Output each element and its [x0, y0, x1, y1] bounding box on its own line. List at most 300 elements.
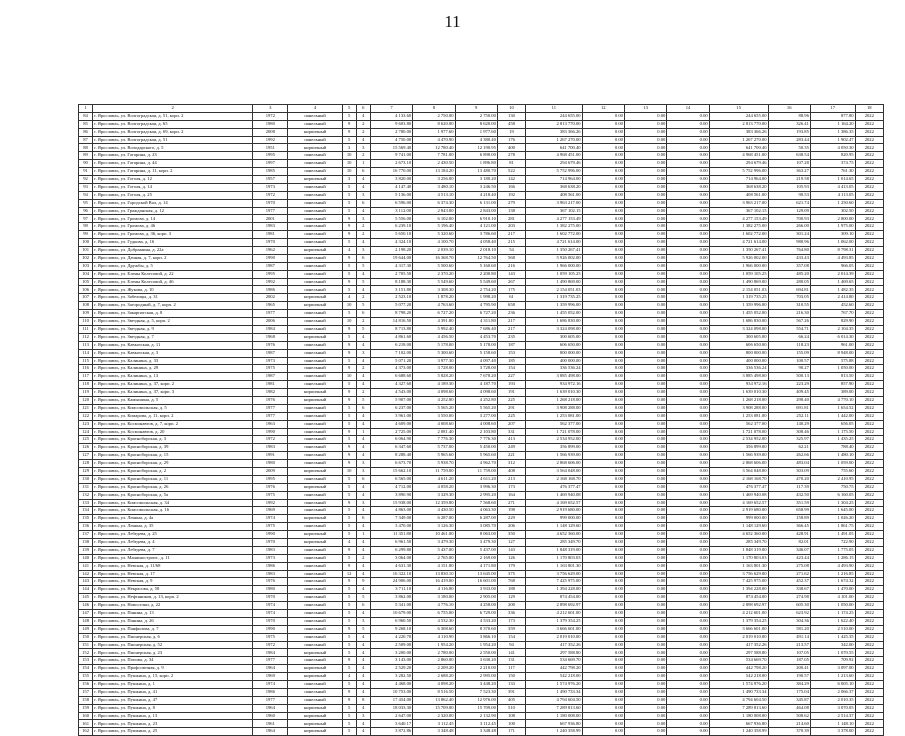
- table-cell: 4 258.00: [455, 602, 497, 610]
- table-cell: 0.00: [624, 436, 666, 444]
- table-cell: 4 430.50: [413, 507, 455, 515]
- table-cell: 11 351.80: [370, 531, 412, 539]
- table-cell: 140.29: [768, 420, 810, 428]
- table-cell: 1 954.20: [413, 641, 455, 649]
- table-cell: 2022: [855, 688, 883, 696]
- table-cell: 1995: [253, 475, 288, 483]
- table-cell: 4 187.70: [455, 381, 497, 389]
- table-cell: 3: [356, 499, 370, 507]
- table-cell: 0.00: [624, 286, 666, 294]
- table-cell: 1984: [253, 325, 288, 333]
- table-row: [79, 728, 884, 736]
- table-cell: 190.57: [768, 673, 810, 681]
- table-cell: 1 059.00: [810, 460, 855, 468]
- table-cell: 4 050.30: [810, 144, 855, 152]
- table-cell: 2 198.20: [370, 247, 412, 255]
- table-cell: 0.00: [667, 310, 709, 318]
- table-cell: 4: [356, 412, 370, 420]
- table-row: [79, 483, 884, 491]
- table-cell: г. Ярославль, ул. Ленина, д. 4а: [93, 515, 253, 523]
- table-row: [79, 168, 884, 176]
- table-cell: 158.89: [768, 515, 810, 523]
- table-cell: 0.00: [624, 357, 666, 365]
- table-cell: 2022: [855, 191, 883, 199]
- table-cell: 1990: [253, 428, 288, 436]
- table-cell: 4 413.05: [810, 183, 855, 191]
- table-cell: 9: [342, 578, 356, 586]
- table-cell: 0.00: [582, 191, 624, 199]
- table-cell: панельный: [288, 341, 342, 349]
- table-cell: 0.00: [582, 333, 624, 341]
- table-cell: 5: [342, 112, 356, 120]
- table-cell: 0.00: [624, 617, 666, 625]
- table-cell: 219.58: [768, 176, 810, 184]
- table-cell: 0.00: [667, 712, 709, 720]
- table-cell: 1972: [253, 112, 288, 120]
- table-cell: 0.00: [582, 515, 624, 523]
- table-cell: 3 728.00: [455, 365, 497, 373]
- table-cell: 568: [497, 254, 525, 262]
- table-cell: 8 620.00: [455, 120, 497, 128]
- table-cell: 0.00: [624, 381, 666, 389]
- table-cell: 4 493.85: [810, 254, 855, 262]
- table-cell: 0.00: [624, 483, 666, 491]
- table-cell: 375: [497, 570, 525, 578]
- table-cell: 0.00: [624, 460, 666, 468]
- table-cell: 458: [497, 120, 525, 128]
- table-cell: 4: [356, 112, 370, 120]
- table-cell: 244 655.00: [526, 112, 582, 120]
- table-cell: 2 154 051.03: [526, 286, 582, 294]
- table-cell: 820.95: [810, 152, 855, 160]
- table-cell: 0.00: [582, 199, 624, 207]
- table-cell: 2 169.00: [455, 554, 497, 562]
- table-cell: 1: [356, 160, 370, 168]
- table-cell: панельный: [288, 136, 342, 144]
- table-cell: 0.00: [624, 278, 666, 286]
- table-cell: 476 377.47: [709, 483, 768, 491]
- table-cell: 119: [79, 389, 93, 397]
- table-cell: 2 510.00: [810, 625, 855, 633]
- table-cell: 1 861.75: [810, 523, 855, 531]
- table-cell: 2022: [855, 657, 883, 665]
- table-cell: 1 896.80: [455, 160, 497, 168]
- table-cell: 0.00: [582, 412, 624, 420]
- table-cell: 0.00: [582, 712, 624, 720]
- table-cell: 2: [356, 128, 370, 136]
- table-cell: 5 828.20: [413, 373, 455, 381]
- table-cell: 1963: [253, 420, 288, 428]
- table-cell: кирпичный: [288, 673, 342, 681]
- table-cell: 0.00: [582, 602, 624, 610]
- table-cell: 249: [497, 444, 525, 452]
- table-row: [79, 531, 884, 539]
- table-cell: 1 250.60: [810, 199, 855, 207]
- table-cell: 4: [356, 720, 370, 728]
- table-cell: 1 686 830.00: [526, 318, 582, 326]
- table-cell: 331: [497, 428, 525, 436]
- table-cell: 2022: [855, 176, 883, 184]
- table-cell: 1973: [253, 357, 288, 365]
- table-cell: 0.00: [582, 649, 624, 657]
- table-cell: 1969: [253, 673, 288, 681]
- table-cell: 4: [356, 570, 370, 578]
- table-cell: 9: [342, 546, 356, 554]
- table-cell: 4 770.10: [810, 396, 855, 404]
- table-cell: 12 190.95: [455, 144, 497, 152]
- table-cell: 5 160.60: [455, 262, 497, 270]
- table-cell: 442 798.20: [709, 665, 768, 673]
- table-cell: 4 116.80: [413, 586, 455, 594]
- table-cell: панельный: [288, 310, 342, 318]
- table-cell: 1992: [253, 499, 288, 507]
- table-cell: кирпичный: [288, 144, 342, 152]
- table-cell: 2 066.37: [810, 688, 855, 696]
- table-cell: г. Ярославль, ул. Пушкина, д. 47: [93, 696, 253, 704]
- table-cell: 6 565.00: [370, 475, 412, 483]
- table-cell: 1986: [253, 562, 288, 570]
- table-cell: г. Ярославль, ул. Пушкина, д. 1: [93, 681, 253, 689]
- table-cell: 3 550.00: [413, 412, 455, 420]
- table-cell: 123: [79, 420, 93, 428]
- table-cell: 11 759.00: [455, 467, 497, 475]
- table-cell: 16 419.00: [413, 578, 455, 586]
- table-cell: 1 174.25: [810, 610, 855, 618]
- table-cell: 8 288.40: [370, 452, 412, 460]
- table-cell: 0.00: [582, 404, 624, 412]
- table-cell: 2: [356, 554, 370, 562]
- table-cell: 0.00: [624, 657, 666, 665]
- table-cell: 15 709.00: [413, 704, 455, 712]
- table-row: [79, 704, 884, 712]
- table-cell: 1 350 267.41: [709, 247, 768, 255]
- table-cell: панельный: [288, 120, 342, 128]
- table-cell: 0.00: [624, 491, 666, 499]
- table-row: [79, 546, 884, 554]
- table-cell: 6 729.00: [455, 610, 497, 618]
- table-cell: 1 163 801.30: [709, 562, 768, 570]
- table-cell: 0.00: [582, 673, 624, 681]
- table-cell: 223.29: [768, 381, 810, 389]
- table-cell: 2 081.40: [413, 428, 455, 436]
- table-cell: 1976: [253, 396, 288, 404]
- table-cell: 0.00: [667, 341, 709, 349]
- table-cell: 3: [356, 460, 370, 468]
- table-cell: 2022: [855, 728, 883, 736]
- table-cell: 4 750.00: [370, 136, 412, 144]
- table-header-row: [79, 105, 884, 113]
- table-cell: 5: [342, 523, 356, 531]
- table-cell: 0.00: [624, 728, 666, 736]
- table-cell: 3: [356, 247, 370, 255]
- table-cell: 216.30: [768, 310, 810, 318]
- table-cell: 0.00: [582, 641, 624, 649]
- table-cell: 0.00: [624, 310, 666, 318]
- table-cell: 94: [79, 191, 93, 199]
- table-cell: 4: [356, 688, 370, 696]
- table-cell: 2022: [855, 523, 883, 531]
- table-cell: 0.00: [582, 215, 624, 223]
- table-cell: 118.23: [768, 341, 810, 349]
- table-cell: 409.45: [768, 389, 810, 397]
- table-cell: г. Ярославль, ул. Пионерская, д. 23: [93, 649, 253, 657]
- table-cell: 154: [497, 633, 525, 641]
- table-cell: 0.00: [667, 286, 709, 294]
- table-cell: 0.00: [624, 531, 666, 539]
- table-cell: 2 688.20: [413, 673, 455, 681]
- table-cell: 2 534 952.00: [526, 436, 582, 444]
- table-cell: 3 246.50: [455, 183, 497, 191]
- table-cell: 185: [497, 357, 525, 365]
- table-cell: г. Ярославль, ул. Волгоградская, д. 65: [93, 120, 253, 128]
- table-cell: 13 184.20: [413, 168, 455, 176]
- table-cell: 2022: [855, 160, 883, 168]
- table-cell: 336: [497, 610, 525, 618]
- table-cell: 3 728.00: [413, 365, 455, 373]
- table-cell: 5: [342, 586, 356, 594]
- table-cell: 1 721 078.00: [709, 428, 768, 436]
- table-cell: 0.00: [582, 183, 624, 191]
- table-row: [79, 515, 884, 523]
- table-cell: 4 212 601.00: [709, 610, 768, 618]
- table-cell: 1975: [253, 633, 288, 641]
- table-cell: 2 509.00: [370, 641, 412, 649]
- table-cell: 145: [79, 594, 93, 602]
- table-cell: 700.93: [768, 215, 810, 223]
- table-cell: 8 063.00: [455, 531, 497, 539]
- table-cell: 0.00: [624, 199, 666, 207]
- table-cell: 0.00: [624, 554, 666, 562]
- table-cell: 800 000.00: [709, 349, 768, 357]
- table-cell: 0.00: [667, 128, 709, 136]
- table-cell: 0.00: [582, 688, 624, 696]
- table-cell: 4 532.30: [413, 617, 455, 625]
- table-cell: 0.00: [582, 254, 624, 262]
- table-cell: 267: [497, 278, 525, 286]
- table-cell: г. Ярославль, ул. Космонавтов, д. 7, корп. 2: [93, 420, 253, 428]
- table-cell: 1 566 939.00: [709, 452, 768, 460]
- table-cell: 93: [79, 183, 93, 191]
- table-cell: 0.00: [624, 475, 666, 483]
- table-cell: 534 669.70: [526, 657, 582, 665]
- table-cell: 0.00: [582, 207, 624, 215]
- table-row: [79, 436, 884, 444]
- table-cell: 542 218.00: [709, 673, 768, 681]
- table-cell: 0.00: [582, 144, 624, 152]
- table-cell: 0.00: [624, 704, 666, 712]
- table-cell: 5: [342, 712, 356, 720]
- table-row: [79, 128, 884, 136]
- table-cell: 2022: [855, 152, 883, 160]
- table-cell: г. Ярославль, ул. Ленина, д. 35: [93, 523, 253, 531]
- table-cell: 442 798.20: [526, 665, 582, 673]
- table-cell: 4: [356, 546, 370, 554]
- table-cell: 2001: [253, 215, 288, 223]
- table-cell: 0.00: [582, 578, 624, 586]
- table-cell: 5: [342, 554, 356, 562]
- table-cell: панельный: [288, 239, 342, 247]
- table-cell: 3 085.70: [455, 523, 497, 531]
- table-cell: 2022: [855, 396, 883, 404]
- table-cell: 97: [79, 215, 93, 223]
- table-cell: 90.27: [768, 365, 810, 373]
- table-cell: 4: [356, 538, 370, 546]
- table-row: [79, 460, 884, 468]
- table-cell: 0.00: [624, 649, 666, 657]
- table-cell: 1995: [253, 152, 288, 160]
- header-cell: 3: [253, 105, 288, 113]
- table-cell: 1 350 267.41: [526, 247, 582, 255]
- table-cell: 4 252.80: [455, 396, 497, 404]
- table-cell: 8 620.00: [413, 120, 455, 128]
- table-cell: кирпичный: [288, 649, 342, 657]
- table-cell: панельный: [288, 223, 342, 231]
- table-cell: 0.00: [667, 483, 709, 491]
- table-cell: 0.00: [667, 262, 709, 270]
- table-cell: 0.00: [624, 120, 666, 128]
- table-cell: 213: [497, 475, 525, 483]
- table-cell: 4 763.60: [413, 302, 455, 310]
- table-cell: 4 058.20: [413, 483, 455, 491]
- table-cell: 2 010.35: [810, 696, 855, 704]
- table-cell: 2 550.00: [455, 649, 497, 657]
- header-cell: 1: [79, 105, 93, 113]
- table-cell: 3 200.00: [370, 649, 412, 657]
- table-cell: 7 776.30: [455, 436, 497, 444]
- table-cell: 0.00: [624, 610, 666, 618]
- table-cell: 6 308.60: [413, 625, 455, 633]
- table-cell: 1964: [253, 728, 288, 736]
- table-cell: 3 862.00: [370, 594, 412, 602]
- table-cell: 50.35: [768, 144, 810, 152]
- table-cell: 3 756 629.00: [709, 570, 768, 578]
- table-cell: г. Ярославль, ул. Забелицы, д. 31: [93, 294, 253, 302]
- table-cell: кирпичный: [288, 704, 342, 712]
- table-cell: 3 480.10: [413, 183, 455, 191]
- table-cell: 1980: [253, 586, 288, 594]
- table-cell: 6 237.00: [370, 404, 412, 412]
- table-cell: 0.00: [582, 341, 624, 349]
- table-cell: 191: [497, 389, 525, 397]
- table-cell: 5: [342, 649, 356, 657]
- table-cell: кирпичный: [288, 247, 342, 255]
- table-cell: 2022: [855, 562, 883, 570]
- table-cell: 303.09: [768, 467, 810, 475]
- table-cell: 7 523.30: [455, 688, 497, 696]
- table-cell: 0.00: [624, 641, 666, 649]
- table-cell: 244 655.00: [709, 112, 768, 120]
- table-cell: 6 239.10: [370, 223, 412, 231]
- table-cell: 301.24: [768, 231, 810, 239]
- table-cell: 0.00: [582, 625, 624, 633]
- table-cell: 127: [79, 452, 93, 460]
- table-cell: 11 759.00: [413, 467, 455, 475]
- table-cell: 1985: [253, 168, 288, 176]
- table-cell: 1975: [253, 365, 288, 373]
- table-cell: г. Ярославль, ул. Пионерская, д. 52: [93, 641, 253, 649]
- table-cell: панельный: [288, 602, 342, 610]
- table-cell: 152: [79, 649, 93, 657]
- table-cell: 2022: [855, 586, 883, 594]
- table-cell: 4: [356, 381, 370, 389]
- table-cell: 0.00: [667, 578, 709, 586]
- table-cell: 0.00: [624, 578, 666, 586]
- table-cell: 107.05: [768, 649, 810, 657]
- table-cell: 4 968 451.00: [709, 152, 768, 160]
- table-cell: 5 549.60: [455, 278, 497, 286]
- table-cell: 0.00: [667, 136, 709, 144]
- table-cell: 1 059 105.25: [526, 270, 582, 278]
- table-cell: 1977: [253, 207, 288, 215]
- table-cell: 3 180.20: [455, 176, 497, 184]
- table-row: [79, 688, 884, 696]
- table-cell: 9: [342, 341, 356, 349]
- table-cell: 0.00: [667, 507, 709, 515]
- table-cell: панельный: [288, 152, 342, 160]
- table-cell: 133: [79, 499, 93, 507]
- table-cell: 0.00: [667, 239, 709, 247]
- table-cell: 2 534 952.00: [709, 436, 768, 444]
- table-cell: 193.85: [768, 128, 810, 136]
- table-cell: 280.05: [768, 278, 810, 286]
- table-cell: 4: [342, 538, 356, 546]
- table-cell: 0.00: [667, 396, 709, 404]
- table-cell: 6 688.60: [370, 373, 412, 381]
- table-row: [79, 199, 884, 207]
- table-cell: 6: [356, 168, 370, 176]
- table-cell: 383 366.26: [526, 128, 582, 136]
- table-cell: 6 755.00: [413, 610, 455, 618]
- table-cell: 217: [497, 231, 525, 239]
- table-cell: 9: [342, 254, 356, 262]
- table-cell: 279: [497, 199, 525, 207]
- table-cell: г. Ярославль, ул. Комсомольская, д. 5: [93, 404, 253, 412]
- table-cell: панельный: [288, 444, 342, 452]
- table-cell: 0.00: [667, 318, 709, 326]
- table-cell: 2022: [855, 444, 883, 452]
- table-cell: 13 862.40: [413, 696, 455, 704]
- table-cell: 1972: [253, 641, 288, 649]
- table-cell: 0.00: [624, 144, 666, 152]
- table-cell: 227: [497, 373, 525, 381]
- header-cell: 4: [288, 105, 342, 113]
- table-cell: г. Ярославль, ул. Елены Колесовой, д. 22: [93, 270, 253, 278]
- table-cell: 1 216.85: [810, 570, 855, 578]
- table-cell: 6 910.10: [455, 215, 497, 223]
- table-row: [79, 444, 884, 452]
- table-cell: 1995: [253, 270, 288, 278]
- table-cell: 104: [79, 270, 93, 278]
- table-cell: 187: [497, 341, 525, 349]
- table-cell: 3 711.10: [370, 586, 412, 594]
- table-cell: 7 425 975.00: [709, 578, 768, 586]
- table-cell: г. Ярославль, ул. Калинина, д. 37, корп. 3: [93, 389, 253, 397]
- table-cell: 3 256.00: [413, 176, 455, 184]
- table-cell: 4 098.20: [413, 681, 455, 689]
- table-cell: 2022: [855, 325, 883, 333]
- table-row: [79, 381, 884, 389]
- table-cell: 667 936.80: [526, 720, 582, 728]
- table-cell: г. Ярославль, ул. Волгоградская, д. 69, корп. 2: [93, 128, 253, 136]
- table-cell: 5 650.10: [370, 231, 412, 239]
- table-cell: 2 523.10: [370, 294, 412, 302]
- table-cell: 7 289 813.60: [709, 704, 768, 712]
- table-cell: 1 050.00: [810, 365, 855, 373]
- table-cell: 7 102.00: [370, 349, 412, 357]
- table-cell: 2022: [855, 357, 883, 365]
- table-cell: 2 514.37: [810, 712, 855, 720]
- table-cell: 5: [342, 491, 356, 499]
